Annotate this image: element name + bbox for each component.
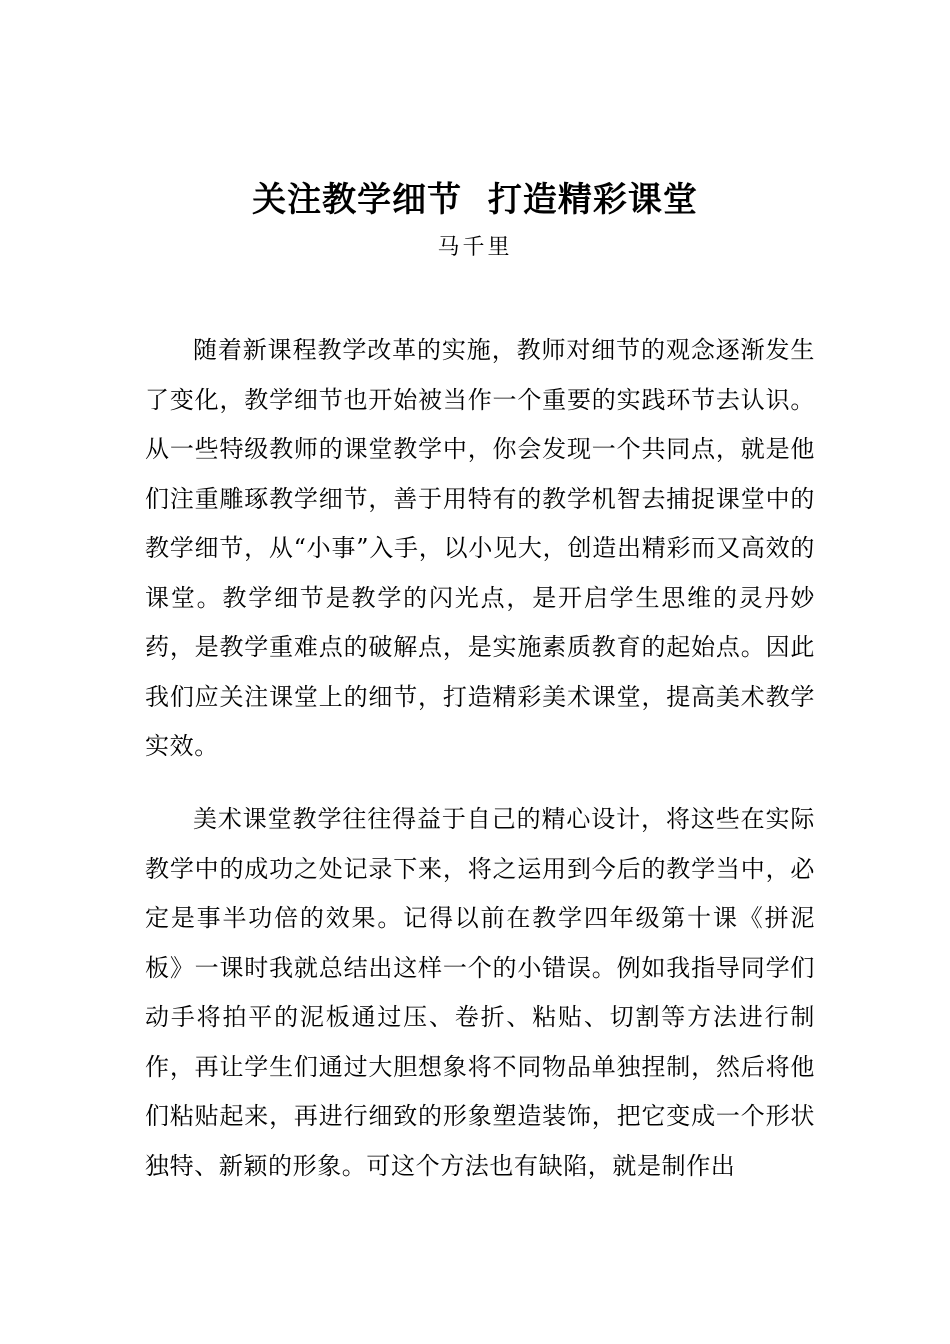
body-paragraph-2: 美术课堂教学往往得益于自己的精心设计，将这些在实际教学中的成功之处记录下来，将之运用到今后的教学当中，必定是事半功倍的效果。记得以前在教学四年级第十课《拼泥板》一课时我就总结出这样一个的小错误。例如我指导同学们动手将拍平的泥板通过压、卷折、粘贴、切割等方法进行制作，再让学生们通过大胆想象将不同物品单独捏制，然后将他们粘贴起来，再进行细致的形象塑造装饰，把它变成一个形状独特、新颖的形象。可这个方法也有缺陷，就是制作出 bbox=[145, 805, 815, 1180]
body-paragraph-1: 随着新课程教学改革的实施，教师对细节的观念逐渐发生了变化，教学细节也开始被当作一个重要的实践环节去认识。从一些特级教师的课堂教学中，你会发现一个共同点，就是他们注重雕琢教学细节，善于用特有的教学机智去捕捉课堂中的教学细节，从“小事”入手，以小见大，创造出精彩而又高效的课堂。教学细节是教学的闪光点，是开启学生思维的灵丹妙药，是教学重难点的破解点，是实施素质教育的起始点。因此我们应关注课堂上的细节，打造精彩美术课堂，提高美术教学实效。 bbox=[145, 336, 815, 760]
author-name: 马千里 bbox=[437, 235, 513, 260]
document-title: 关注教学细节 打造精彩课堂 bbox=[252, 180, 698, 220]
